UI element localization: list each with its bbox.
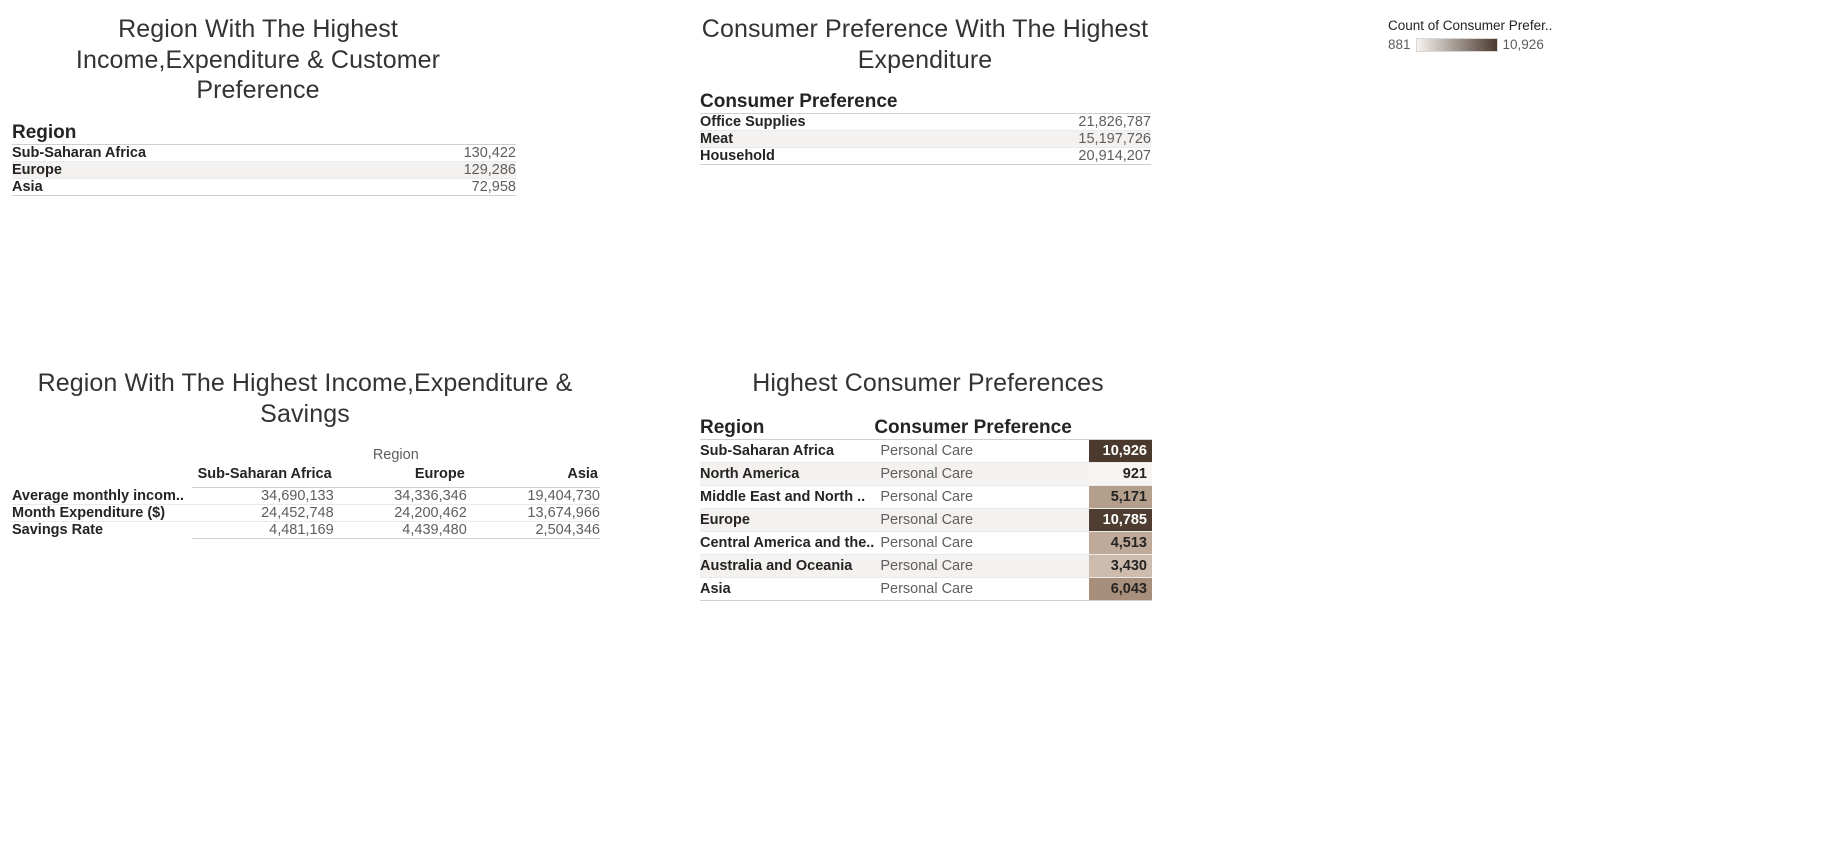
column-header-value-blank — [990, 91, 1151, 114]
row-label: Office Supplies — [700, 114, 806, 130]
visual-1-matrix — [12, 122, 516, 196]
row-value: 4,439,480 — [334, 522, 467, 539]
visual-region-highest-income-expenditure-savings — [12, 368, 612, 539]
table-supercolumn-row — [12, 447, 600, 466]
table-row[interactable] — [700, 577, 1152, 600]
row-count-heat-cell: 3,430 — [1089, 554, 1152, 577]
visual-2-matrix — [700, 91, 1151, 165]
row-value: 19,404,730 — [527, 488, 600, 504]
row-label: Asia — [12, 178, 43, 195]
row-count-heat-cell: 10,785 — [1089, 508, 1152, 531]
row-count-heat-cell: 10,926 — [1089, 439, 1152, 462]
row-label: Europe — [12, 161, 62, 178]
row-label: Meat — [700, 131, 734, 147]
row-preference: Personal Care — [880, 580, 974, 597]
row-value: 34,336,346 — [394, 488, 467, 504]
row-region: Europe — [700, 511, 750, 528]
table-row[interactable] — [700, 439, 1152, 462]
row-region: Central America and the.. — [700, 534, 875, 551]
legend-max-value: 10,926 — [1502, 37, 1544, 52]
table-row[interactable] — [700, 148, 1151, 165]
table-row[interactable] — [700, 114, 1151, 131]
supercolumn-header-region[interactable]: Region — [372, 447, 419, 463]
row-preference: Personal Care — [880, 442, 974, 459]
column-header-europe[interactable]: Europe — [334, 466, 467, 488]
column-header-region[interactable]: Region — [700, 417, 874, 440]
row-value: 72,958 — [471, 178, 516, 195]
visual-4-matrix — [700, 417, 1152, 601]
row-region: Asia — [700, 580, 731, 597]
row-count-heat-cell: 921 — [1089, 462, 1152, 485]
table-row[interactable] — [700, 554, 1152, 577]
column-header-count-blank — [1089, 417, 1152, 440]
visual-1-table-wrapper — [12, 122, 522, 196]
legend-scale — [1388, 37, 1618, 52]
row-region: Australia and Oceania — [700, 557, 853, 574]
row-count-heat-cell: 5,171 — [1089, 485, 1152, 508]
table-header-row — [12, 122, 516, 145]
column-header-sub-saharan-africa[interactable]: Sub-Saharan Africa — [192, 466, 334, 488]
row-count-heat-cell: 6,043 — [1089, 577, 1152, 600]
color-scale-legend — [1388, 18, 1618, 52]
table-row[interactable] — [700, 485, 1152, 508]
row-preference: Personal Care — [880, 534, 974, 551]
row-value: 15,197,726 — [1078, 131, 1151, 147]
row-preference: Personal Care — [880, 557, 974, 574]
row-preference: Personal Care — [880, 511, 974, 528]
row-value: 2,504,346 — [467, 522, 600, 539]
column-header-region[interactable]: Region — [12, 122, 262, 145]
visual-2-title: Consumer Preference With The Highest Expenditure — [701, 15, 1149, 74]
column-header-consumer-preference[interactable]: Consumer Preference — [700, 91, 990, 114]
row-label: Sub-Saharan Africa — [12, 144, 147, 161]
row-label: Month Expenditure ($) — [12, 505, 166, 521]
row-count-heat-cell: 4,513 — [1089, 531, 1152, 554]
visual-1-title: Region With The Highest Income,Expenditure & Customer Preference — [75, 15, 441, 104]
row-value: 130,422 — [463, 144, 516, 161]
column-header-value-blank — [262, 122, 516, 145]
supercolumn-spacer — [12, 447, 192, 466]
visual-3-title: Region With The Highest Income,Expenditure & Savings — [37, 369, 573, 428]
visual-4-table-wrapper — [700, 417, 1170, 601]
visual-3-table-wrapper — [12, 447, 612, 539]
row-region: Sub-Saharan Africa — [700, 442, 835, 459]
column-header-measure-blank — [12, 466, 192, 488]
table-row[interactable] — [700, 131, 1151, 148]
table-row[interactable] — [12, 505, 600, 522]
row-label: Average monthly incom.. — [12, 487, 184, 504]
row-preference: Personal Care — [880, 465, 974, 482]
table-header-row — [700, 417, 1152, 440]
legend-gradient-bar — [1416, 38, 1498, 52]
column-header-consumer-preference[interactable]: Consumer Preference — [874, 417, 1088, 440]
table-row[interactable] — [700, 508, 1152, 531]
row-label: Savings Rate — [12, 522, 104, 539]
row-value: 24,452,748 — [261, 505, 334, 521]
row-value: 24,200,462 — [394, 505, 467, 521]
table-row[interactable] — [700, 462, 1152, 485]
row-value: 34,690,133 — [261, 488, 334, 504]
visual-4-rows — [700, 439, 1152, 600]
row-region: Middle East and North .. — [700, 488, 866, 505]
visual-consumer-preference-highest-expenditure — [700, 14, 1170, 165]
table-row[interactable] — [12, 144, 516, 161]
row-label: Household — [700, 148, 775, 164]
table-row[interactable] — [12, 178, 516, 195]
row-value: 4,481,169 — [192, 522, 334, 539]
row-region: North America — [700, 465, 800, 482]
visual-region-highest-income-expenditure-customer-preference — [12, 14, 522, 196]
row-value: 20,914,207 — [1078, 148, 1151, 164]
row-preference: Personal Care — [880, 488, 974, 505]
visual-3-matrix — [12, 447, 600, 539]
legend-min-value: 881 — [1388, 37, 1411, 52]
table-header-row — [12, 466, 600, 488]
legend-title: Count of Consumer Prefer.. — [1388, 18, 1553, 33]
table-row[interactable] — [700, 531, 1152, 554]
row-value: 21,826,787 — [1078, 114, 1151, 130]
table-header-row — [700, 91, 1151, 114]
table-row[interactable] — [12, 161, 516, 178]
visual-highest-consumer-preferences — [700, 368, 1170, 601]
row-value: 129,286 — [463, 161, 516, 178]
row-value: 13,674,966 — [527, 505, 600, 521]
table-row[interactable] — [12, 522, 600, 539]
table-row[interactable] — [12, 488, 600, 505]
visual-2-table-wrapper — [700, 91, 1170, 165]
visual-4-title: Highest Consumer Preferences — [752, 369, 1104, 397]
column-header-asia[interactable]: Asia — [467, 466, 600, 488]
